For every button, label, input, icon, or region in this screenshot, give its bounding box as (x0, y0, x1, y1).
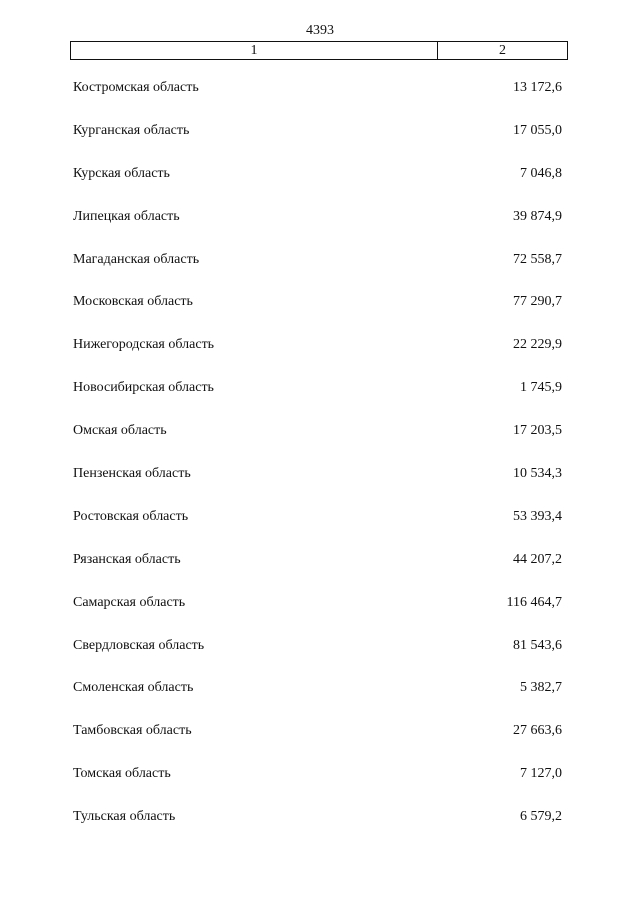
region-name: Курганская область (73, 122, 190, 138)
region-name: Самарская область (73, 594, 186, 610)
table-row (0, 378, 640, 421)
table-header-row (70, 41, 568, 60)
region-name: Свердловская область (73, 637, 205, 653)
region-value: 6 579,2 (520, 809, 562, 825)
region-value: 5 382,7 (520, 680, 562, 696)
table-row (0, 636, 640, 679)
region-value: 10 534,3 (513, 466, 562, 482)
region-value: 13 172,6 (513, 80, 562, 95)
table-row (0, 550, 640, 593)
region-value: 7 046,8 (520, 165, 562, 181)
table-row (0, 335, 640, 378)
region-value: 53 393,4 (513, 508, 562, 524)
region-value: 17 055,0 (513, 122, 562, 138)
table-row (0, 807, 640, 850)
page-number: 4393 (306, 23, 334, 38)
region-name: Липецкая область (73, 208, 180, 224)
region-name: Пензенская область (73, 466, 191, 482)
table-row (0, 507, 640, 550)
table-row (0, 292, 640, 335)
region-name: Московская область (73, 294, 193, 310)
region-value: 7 127,0 (520, 766, 562, 782)
table-row (0, 764, 640, 807)
region-name: Нижегородская область (73, 337, 215, 353)
table-row (0, 678, 640, 721)
region-name: Омская область (73, 423, 167, 439)
region-name: Костромская область (73, 80, 199, 95)
region-value: 116 464,7 (506, 594, 562, 610)
region-value: 77 290,7 (513, 294, 562, 310)
table-row (0, 250, 640, 293)
region-name: Новосибирская область (73, 380, 214, 396)
region-value: 81 543,6 (513, 637, 562, 653)
table-row (0, 421, 640, 464)
table-row (0, 121, 640, 164)
table-row (0, 593, 640, 636)
table-row (0, 464, 640, 507)
region-name: Ростовская область (73, 508, 189, 524)
table-row (0, 164, 640, 207)
region-value: 22 229,9 (513, 337, 562, 353)
table-row (0, 721, 640, 764)
region-value: 39 874,9 (513, 208, 562, 224)
region-name: Томская область (73, 766, 171, 782)
region-name: Смоленская область (73, 680, 194, 696)
region-value: 1 745,9 (520, 380, 562, 396)
region-value: 17 203,5 (513, 423, 562, 439)
region-name: Курская область (73, 165, 170, 181)
region-name: Тамбовская область (73, 723, 192, 739)
column-header-2: 2 (499, 43, 506, 58)
table-row (0, 78, 640, 121)
region-value: 44 207,2 (513, 551, 562, 567)
region-value: 27 663,6 (513, 723, 562, 739)
region-value: 72 558,7 (513, 251, 562, 267)
table-body (0, 78, 640, 850)
region-name: Рязанская область (73, 551, 181, 567)
region-name: Тульская область (73, 809, 176, 825)
column-header-1: 1 (71, 42, 438, 59)
region-name: Магаданская область (73, 251, 200, 267)
table-row (0, 207, 640, 250)
